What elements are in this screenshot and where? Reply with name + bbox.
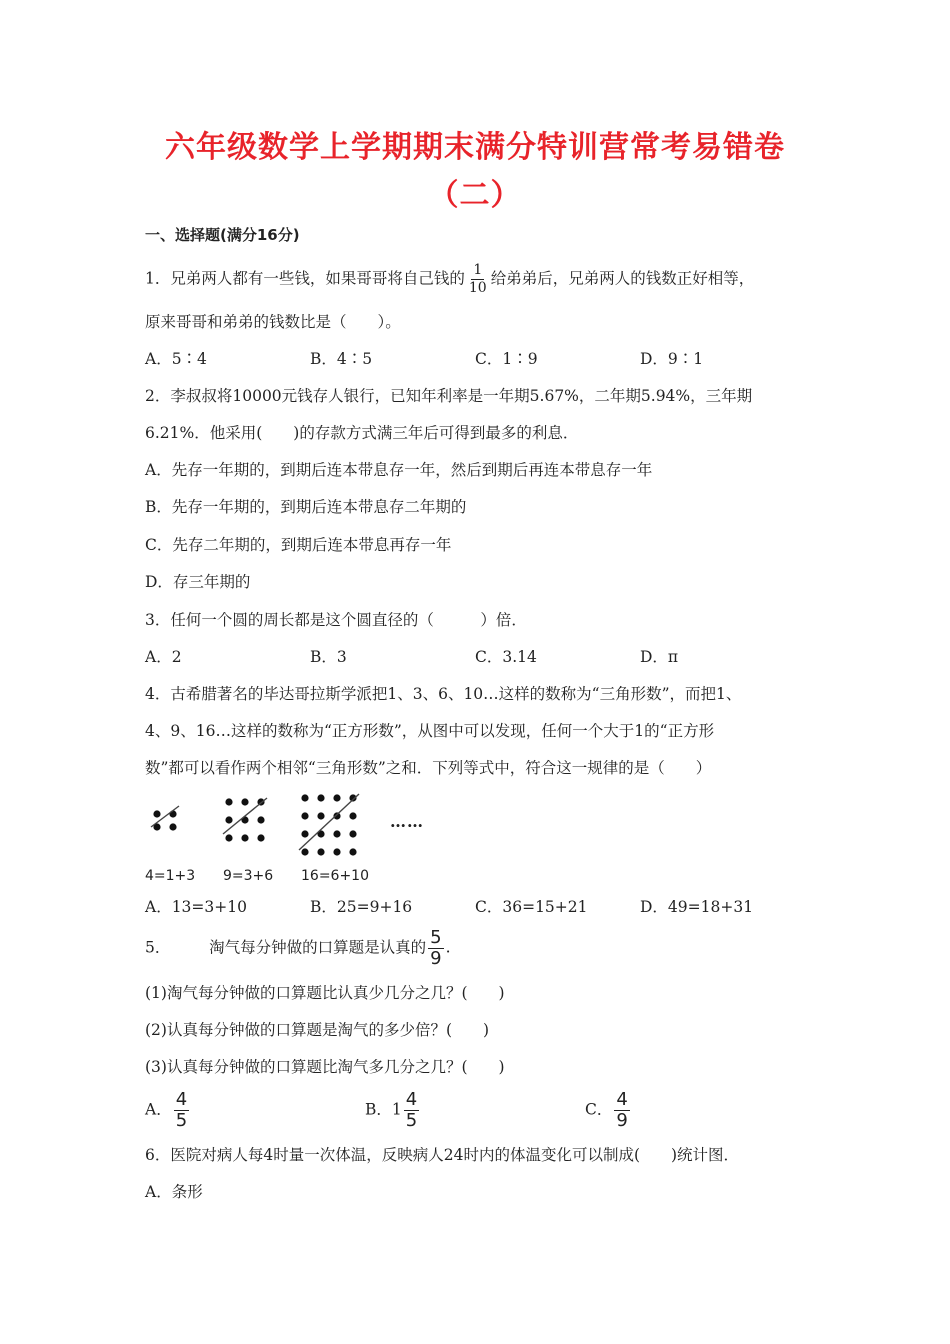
q5-option-b-whole: 1 (391, 1100, 402, 1119)
square-number-4-dots (151, 806, 179, 831)
q3-option-b[interactable]: B．3 (310, 648, 347, 666)
figure-label-4: 4=1+3 (145, 868, 196, 884)
q5-option-a-label: A． (145, 1100, 172, 1119)
q5-option-b-num: 4 (405, 1089, 418, 1110)
square-number-16-dots (299, 794, 359, 856)
q1-option-b[interactable]: B．4∶5 (310, 350, 373, 368)
q3-option-a[interactable]: A．2 (145, 648, 182, 666)
q2-option-c[interactable]: C．先存二年期的，到期后连本带息再存一年 (145, 536, 452, 554)
q5-option-b[interactable] (365, 1090, 421, 1131)
q2-option-b[interactable]: B．先存一年期的，到期后连本带息存二年期的 (145, 498, 467, 516)
q1-fraction (467, 262, 489, 297)
q3-option-d[interactable]: D．π (640, 648, 679, 666)
q2-option-d[interactable]: D．存三年期的 (145, 573, 251, 591)
figure-ellipsis: …… (390, 812, 424, 831)
q5-option-c-den: 9 (616, 1110, 628, 1131)
question-1-line-1 (145, 262, 754, 297)
question-6-line-1: 6．医院对病人每4时量一次体温，反映病人24时内的体温变化可以制成( )统计图． (145, 1146, 740, 1164)
question-4-line-2: 4、9、16…这样的数称为“正方形数”，从图中可以发现，任何一个大于1的“正方形 (145, 722, 715, 740)
square-number-9-dots (223, 798, 267, 842)
q5-option-b-den: 5 (405, 1110, 418, 1131)
question-2-line-2: 6.21%．他采用( )的存款方式满三年后可得到最多的利息． (145, 424, 579, 442)
q4-option-c[interactable]: C．36=15+21 (475, 898, 588, 916)
q4-option-b[interactable]: B．25=9+16 (310, 898, 413, 916)
question-2-line-1: 2．李叔叔将10000元钱存人银行，已知年利率是一年期5.67%，二年期5.94%，三年期 (145, 387, 753, 405)
q5-option-a-fraction (174, 1090, 189, 1131)
q5-fraction (428, 928, 443, 969)
question-3-line-1: 3．任何一个圆的周长都是这个圆直径的（ ）倍． (145, 611, 527, 629)
title-line-2: （二） (428, 178, 522, 213)
figure-label-9: 9=3+6 (223, 868, 274, 884)
question-1-line-2: 原来哥哥和弟弟的钱数比是（ ）。 (145, 313, 401, 331)
question-4-line-1: 4．古希腊著名的毕达哥拉斯学派把1、3、6、10…这样的数称为“三角形数”，而把1、 (145, 685, 742, 703)
q5-sub-2: (2)认真每分钟做的口算题是淘气的多少倍？( ) (145, 1021, 490, 1039)
title-line-1: 六年级数学上学期期末满分特训营常考易错卷 (165, 130, 785, 165)
q1-frac-num: 1 (473, 262, 483, 278)
q5-text-a: 5． 淘气每分钟做的口算题是认真的 (145, 938, 427, 957)
question-4-line-3: 数”都可以看作两个相邻“三角形数”之和．下列等式中，符合这一规律的是（ ） (145, 759, 712, 777)
q5-option-b-fraction (404, 1090, 419, 1131)
q5-option-a-den: 5 (175, 1110, 188, 1131)
q4-option-a[interactable]: A．13=3+10 (145, 898, 247, 916)
q1-option-a[interactable]: A．5∶4 (145, 350, 207, 368)
q5-frac-num: 5 (430, 927, 442, 948)
figure-label-16: 16=6+10 (301, 868, 369, 884)
q1-option-c[interactable]: C．1∶9 (475, 350, 538, 368)
dot-pattern-svg (145, 792, 385, 862)
q5-frac-den: 9 (430, 948, 442, 969)
q2-option-a[interactable]: A．先存一年期的，到期后连本带息存一年，然后到期后再连本带息存一年 (145, 461, 653, 479)
q1-text-b: 给弟弟后，兄弟两人的钱数正好相等， (490, 269, 755, 288)
q4-option-d[interactable]: D．49=18+31 (640, 898, 754, 916)
q5-option-b-label: B． (365, 1100, 392, 1119)
q5-sub-1: (1)淘气每分钟做的口算题比认真少几分之几？( ) (145, 984, 505, 1002)
q5-text-b: . (445, 938, 451, 957)
q5-option-c[interactable] (585, 1090, 632, 1131)
q5-option-c-num: 4 (616, 1089, 628, 1110)
q6-option-a[interactable]: A．条形 (145, 1183, 203, 1201)
q5-option-c-fraction (614, 1090, 629, 1131)
q5-option-a-num: 4 (175, 1089, 188, 1110)
dot-pattern-figure (145, 792, 445, 892)
q5-option-a[interactable] (145, 1090, 191, 1131)
q1-text-a: 1．兄弟两人都有一些钱，如果哥哥将自己钱的 (145, 269, 465, 288)
section-heading: 一、选择题(满分16分) (145, 226, 300, 244)
question-5-line-1 (145, 928, 451, 969)
q5-option-c-label: C． (585, 1100, 613, 1119)
q3-option-c[interactable]: C．3.14 (475, 648, 537, 666)
q1-frac-den: 10 (468, 280, 487, 296)
q1-option-d[interactable]: D．9∶1 (640, 350, 704, 368)
q5-sub-3: (3)认真每分钟做的口算题比淘气多几分之几？( ) (145, 1058, 505, 1076)
